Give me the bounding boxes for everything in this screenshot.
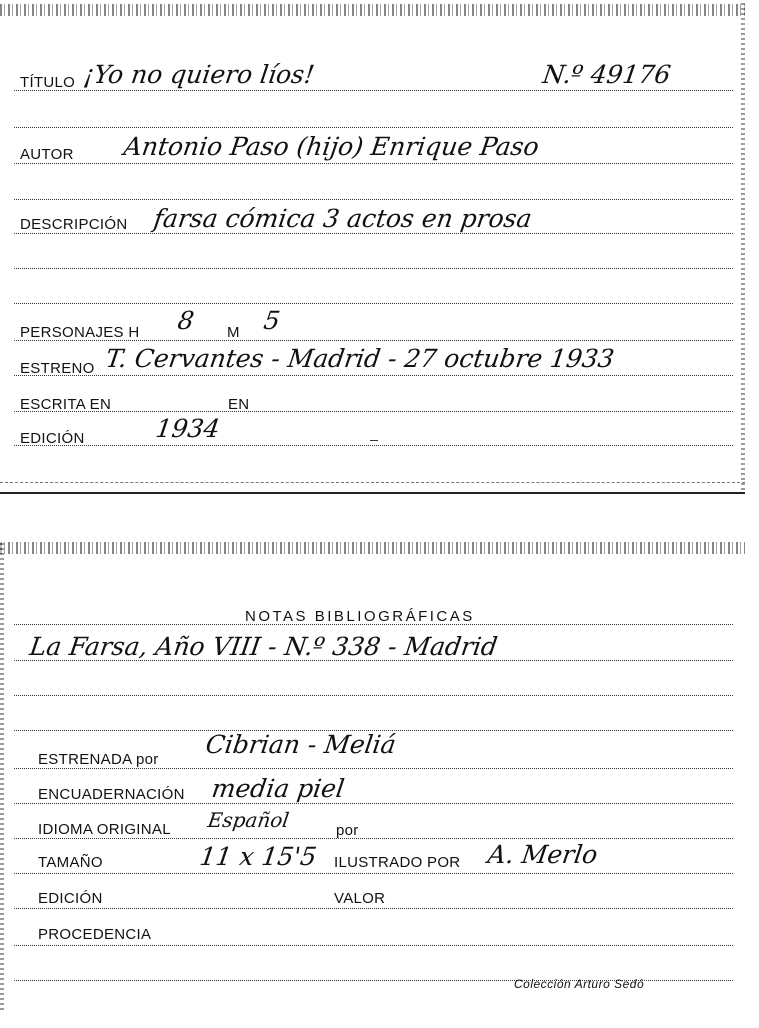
- descripcion-value: farsa cómica 3 actos en prosa: [151, 204, 534, 233]
- rule: [14, 945, 733, 946]
- autor-value: Antonio Paso (hijo) Enrique Paso: [121, 132, 541, 161]
- card-separator: [0, 492, 745, 494]
- rule: [14, 445, 733, 446]
- escrita-en-label: ESCRITA EN: [20, 396, 112, 413]
- card-right-edge: [741, 0, 745, 490]
- tamano-label: TAMAÑO: [38, 854, 103, 871]
- valor-label: VALOR: [334, 890, 386, 907]
- collection-footer: Colección Arturo Sedó: [514, 977, 645, 991]
- estreno-label: ESTRENO: [20, 360, 95, 377]
- catalog-card-front: [0, 0, 745, 490]
- rule: [14, 838, 733, 839]
- catalog-card-back: [0, 540, 745, 1010]
- estreno-value: T. Cervantes - Madrid - 27 octubre 1933: [103, 344, 617, 373]
- rule: [14, 199, 733, 200]
- pen-mark: [370, 440, 378, 441]
- personajes-h-value: 8: [175, 306, 196, 335]
- ilustrado-por-value: A. Merlo: [485, 840, 600, 869]
- rule: [14, 90, 733, 91]
- procedencia-label: PROCEDENCIA: [38, 926, 152, 943]
- rule: [14, 233, 733, 234]
- rule: [14, 908, 733, 909]
- en-label: EN: [228, 396, 250, 413]
- rule: [14, 873, 733, 874]
- notas-value: La Farsa, Año VIII - N.º 338 - Madrid: [27, 632, 500, 661]
- rule: [14, 303, 733, 304]
- ilustrado-por-label: ILUSTRADO POR: [334, 854, 461, 871]
- edicion-label: EDICIÓN: [38, 890, 103, 907]
- rule: [14, 803, 733, 804]
- edicion-value: 1934: [153, 414, 222, 443]
- rule: [14, 163, 733, 164]
- rule: [14, 624, 733, 625]
- descripcion-label: DESCRIPCIÓN: [20, 216, 128, 233]
- card-top-edge: [0, 542, 745, 554]
- edicion-label: EDICIÓN: [20, 430, 85, 447]
- card-separator-dashed: [0, 482, 745, 483]
- encuadernacion-label: ENCUADERNACIÓN: [38, 786, 185, 803]
- tamano-value: 11 x 15'5: [197, 842, 319, 871]
- idioma-original-value: Español: [206, 808, 291, 832]
- idioma-original-label: IDIOMA ORIGINAL: [38, 821, 171, 838]
- rule: [14, 268, 733, 269]
- titulo-value: ¡Yo no quiero líos!: [81, 60, 317, 89]
- personajes-m-value: 5: [261, 306, 282, 335]
- rule: [14, 768, 733, 769]
- rule: [14, 695, 733, 696]
- autor-label: AUTOR: [20, 146, 74, 163]
- rule: [14, 411, 733, 412]
- personajes-label: PERSONAJES H: [20, 324, 140, 341]
- rule: [14, 127, 733, 128]
- personajes-m-label: M: [227, 324, 240, 341]
- card-top-edge: [0, 4, 745, 16]
- idioma-por-label: por: [336, 822, 359, 839]
- estrenada-por-value: Cibrian - Meliá: [203, 730, 398, 759]
- titulo-label: TÍTULO: [20, 74, 76, 91]
- card-left-edge: [0, 540, 4, 1010]
- numero-value: N.º 49176: [540, 60, 673, 89]
- notas-heading: NOTAS BIBLIOGRÁFICAS: [245, 608, 475, 625]
- estrenada-por-label: ESTRENADA por: [38, 751, 159, 768]
- encuadernacion-value: media piel: [209, 774, 347, 803]
- rule: [14, 375, 733, 376]
